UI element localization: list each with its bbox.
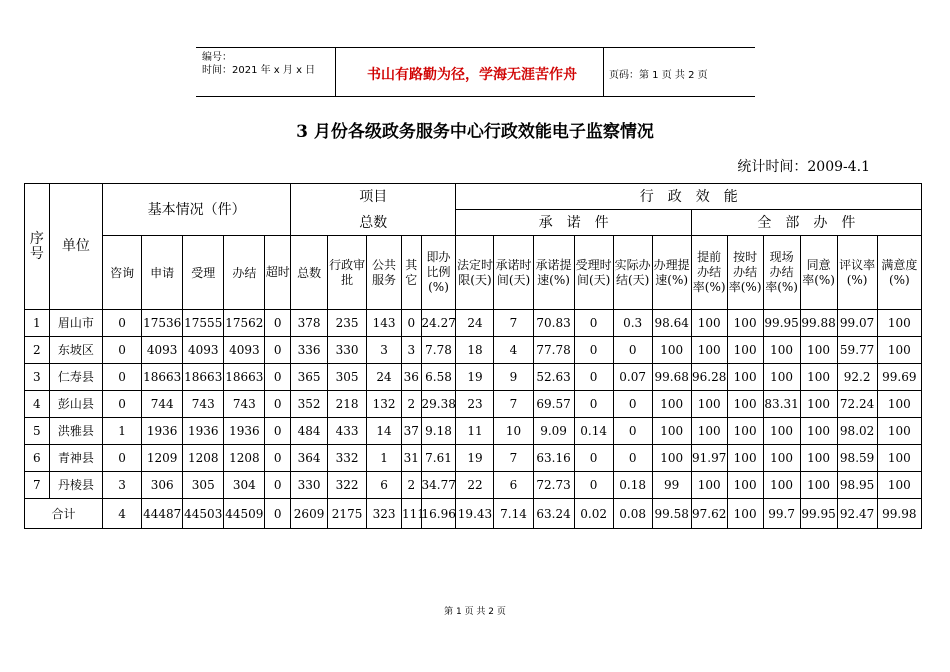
table-cell: 4 xyxy=(103,499,142,529)
table-cell: 17562 xyxy=(224,310,265,337)
table-cell: 83.31 xyxy=(763,391,800,418)
table-cell: 0 xyxy=(265,418,291,445)
table-cell: 143 xyxy=(367,310,402,337)
header-early-rate: 提前办结率(%) xyxy=(691,236,727,310)
header-unit: 单位 xyxy=(49,184,102,310)
table-cell: 100 xyxy=(727,364,763,391)
table-cell: 37 xyxy=(402,418,422,445)
table-cell: 323 xyxy=(367,499,402,529)
header-divider xyxy=(335,48,336,96)
table-cell: 44509 xyxy=(224,499,265,529)
table-cell: 100 xyxy=(877,391,921,418)
table-cell: 365 xyxy=(291,364,328,391)
table-cell: 7.61 xyxy=(421,445,456,472)
table-cell: 0 xyxy=(103,445,142,472)
header-promise-speed: 承诺提速(%) xyxy=(533,236,574,310)
table-cell: 6.58 xyxy=(421,364,456,391)
table-cell: 3 xyxy=(367,337,402,364)
table-cell: 31 xyxy=(402,445,422,472)
table-cell: 72.73 xyxy=(533,472,574,499)
row-seq: 4 xyxy=(25,391,50,418)
header-promise-time: 承诺时间(天) xyxy=(494,236,533,310)
table-cell: 0 xyxy=(574,472,613,499)
table-cell: 99.7 xyxy=(763,499,800,529)
header-admin: 行政审批 xyxy=(328,236,367,310)
table-cell: 98.64 xyxy=(652,310,691,337)
efficiency-table xyxy=(24,183,922,529)
table-cell: 19 xyxy=(456,445,494,472)
table-cell: 7.14 xyxy=(494,499,533,529)
total-row xyxy=(25,499,922,529)
table-cell: 11 xyxy=(456,418,494,445)
number-label: 编号： xyxy=(202,52,232,63)
table-cell: 97.62 xyxy=(691,499,727,529)
table-cell: 0 xyxy=(574,337,613,364)
header-efficiency: 行 政 效 能 xyxy=(456,184,922,210)
table-cell: 0 xyxy=(613,391,652,418)
table-cell: 2609 xyxy=(291,499,328,529)
table-cell: 100 xyxy=(877,445,921,472)
table-cell: 72.24 xyxy=(837,391,877,418)
table-cell: 306 xyxy=(142,472,183,499)
table-cell: 0 xyxy=(402,310,422,337)
row-unit: 东坡区 xyxy=(49,337,102,364)
header-finish: 办结 xyxy=(224,236,265,310)
table-cell: 100 xyxy=(800,418,837,445)
header-all: 全 部 办 件 xyxy=(691,210,921,236)
table-cell: 19 xyxy=(456,364,494,391)
table-cell: 100 xyxy=(727,418,763,445)
page-title: 3 月份各级政务服务中心行政效能电子监察情况 xyxy=(296,122,654,142)
table-cell: 99.07 xyxy=(837,310,877,337)
table-cell: 99.95 xyxy=(800,499,837,529)
table-cell: 63.16 xyxy=(533,445,574,472)
table-cell: 352 xyxy=(291,391,328,418)
table-cell: 100 xyxy=(652,391,691,418)
table-cell: 99.95 xyxy=(763,310,800,337)
header-review-rate: 评议率(%) xyxy=(837,236,877,310)
table-cell: 6 xyxy=(494,472,533,499)
table-cell: 99.88 xyxy=(800,310,837,337)
table-cell: 378 xyxy=(291,310,328,337)
table-cell: 235 xyxy=(328,310,367,337)
table-cell: 322 xyxy=(328,472,367,499)
table-cell: 4093 xyxy=(224,337,265,364)
header-other: 其它 xyxy=(402,236,422,310)
table-cell: 99.68 xyxy=(652,364,691,391)
table-cell: 0.18 xyxy=(613,472,652,499)
table-cell: 100 xyxy=(763,418,800,445)
row-unit: 丹棱县 xyxy=(49,472,102,499)
table-cell: 0 xyxy=(613,418,652,445)
row-seq: 7 xyxy=(25,472,50,499)
table-cell: 91.97 xyxy=(691,445,727,472)
table-cell: 0 xyxy=(265,499,291,529)
row-unit: 青神县 xyxy=(49,445,102,472)
header-basic: 基本情况（件） xyxy=(103,184,291,236)
table-cell: 18663 xyxy=(224,364,265,391)
table-cell: 100 xyxy=(763,364,800,391)
table-cell: 9.18 xyxy=(421,418,456,445)
table-cell: 743 xyxy=(183,391,224,418)
table-cell: 1208 xyxy=(224,445,265,472)
table-cell: 0 xyxy=(613,445,652,472)
table-cell: 100 xyxy=(800,445,837,472)
table-cell: 304 xyxy=(224,472,265,499)
table-cell: 17536 xyxy=(142,310,183,337)
table-cell: 132 xyxy=(367,391,402,418)
table-cell: 92.2 xyxy=(837,364,877,391)
table-cell: 9 xyxy=(494,364,533,391)
header-divider xyxy=(603,48,604,96)
table-row xyxy=(25,310,922,337)
table-cell: 100 xyxy=(877,472,921,499)
row-unit: 洪雅县 xyxy=(49,418,102,445)
table-cell: 100 xyxy=(727,391,763,418)
table-cell: 23 xyxy=(456,391,494,418)
header-project-top: 项目 xyxy=(359,188,388,205)
table-cell: 77.78 xyxy=(533,337,574,364)
row-unit: 彭山县 xyxy=(49,391,102,418)
header-meta xyxy=(202,51,315,77)
table-cell: 100 xyxy=(652,445,691,472)
table-cell: 3 xyxy=(103,472,142,499)
table-cell: 1209 xyxy=(142,445,183,472)
table-cell: 100 xyxy=(877,337,921,364)
table-cell: 99.69 xyxy=(877,364,921,391)
table-cell: 19.43 xyxy=(456,499,494,529)
table-cell: 484 xyxy=(291,418,328,445)
table-cell: 100 xyxy=(652,418,691,445)
table-cell: 1936 xyxy=(224,418,265,445)
table-cell: 100 xyxy=(877,310,921,337)
table-cell: 0.07 xyxy=(613,364,652,391)
table-cell: 100 xyxy=(763,472,800,499)
total-label: 合计 xyxy=(25,499,103,529)
table-cell: 743 xyxy=(224,391,265,418)
stat-time: 统计时间：2009-4.1 xyxy=(737,159,870,175)
table-cell: 4093 xyxy=(183,337,224,364)
table-cell: 305 xyxy=(328,364,367,391)
table-cell: 18 xyxy=(456,337,494,364)
table-cell: 4 xyxy=(494,337,533,364)
row-unit: 仁寿县 xyxy=(49,364,102,391)
header-speedup: 办理提速(%) xyxy=(652,236,691,310)
table-cell: 44487 xyxy=(142,499,183,529)
table-cell: 0 xyxy=(265,310,291,337)
header-legal-limit: 法定时限(天) xyxy=(456,236,494,310)
header-overtime: 超时 xyxy=(265,236,291,310)
header-total: 总数 xyxy=(291,236,328,310)
table-cell: 100 xyxy=(800,364,837,391)
table-cell: 17555 xyxy=(183,310,224,337)
header-public: 公共服务 xyxy=(367,236,402,310)
table-cell: 63.24 xyxy=(533,499,574,529)
header-actual-time: 实际办结(天) xyxy=(613,236,652,310)
table-cell: 100 xyxy=(727,472,763,499)
table-cell: 100 xyxy=(800,391,837,418)
table-cell: 2175 xyxy=(328,499,367,529)
table-cell: 100 xyxy=(727,445,763,472)
table-cell: 7 xyxy=(494,445,533,472)
table-cell: 330 xyxy=(291,472,328,499)
table-cell: 1936 xyxy=(183,418,224,445)
table-cell: 98.02 xyxy=(837,418,877,445)
table-cell: 9.09 xyxy=(533,418,574,445)
row-seq: 1 xyxy=(25,310,50,337)
table-cell: 3 xyxy=(402,337,422,364)
table-cell: 1936 xyxy=(142,418,183,445)
table-cell: 0 xyxy=(265,445,291,472)
table-cell: 96.28 xyxy=(691,364,727,391)
table-cell: 0 xyxy=(613,337,652,364)
header-consult: 咨询 xyxy=(103,236,142,310)
table-cell: 69.57 xyxy=(533,391,574,418)
table-cell: 744 xyxy=(142,391,183,418)
table-cell: 0.14 xyxy=(574,418,613,445)
table-row xyxy=(25,337,922,364)
table-cell: 2 xyxy=(402,391,422,418)
row-seq: 6 xyxy=(25,445,50,472)
table-cell: 99.98 xyxy=(877,499,921,529)
table-cell: 0 xyxy=(103,391,142,418)
table-cell: 4093 xyxy=(142,337,183,364)
row-seq: 5 xyxy=(25,418,50,445)
table-cell: 52.63 xyxy=(533,364,574,391)
table-row xyxy=(25,391,922,418)
header-page-label: 页码：第 1 页 共 2 页 xyxy=(609,70,708,81)
header-motto: 书山有路勤为径，学海无涯苦作舟 xyxy=(367,67,577,83)
table-cell: 7.78 xyxy=(421,337,456,364)
table-cell: 0 xyxy=(103,364,142,391)
table-cell: 100 xyxy=(727,499,763,529)
table-cell: 0 xyxy=(103,337,142,364)
header-apply: 申请 xyxy=(142,236,183,310)
table-cell: 18663 xyxy=(183,364,224,391)
table-cell: 100 xyxy=(763,337,800,364)
table-cell: 0.08 xyxy=(613,499,652,529)
table-cell: 92.47 xyxy=(837,499,877,529)
table-cell: 100 xyxy=(727,310,763,337)
table-cell: 70.83 xyxy=(533,310,574,337)
header-accept: 受理 xyxy=(183,236,224,310)
header-project-total: 总数 xyxy=(359,214,388,231)
table-cell: 0 xyxy=(574,364,613,391)
header-ontime-rate: 按时办结率(%) xyxy=(727,236,763,310)
table-cell: 1 xyxy=(367,445,402,472)
table-cell: 0 xyxy=(574,445,613,472)
table-cell: 22 xyxy=(456,472,494,499)
table-cell: 0 xyxy=(265,337,291,364)
table-cell: 6 xyxy=(367,472,402,499)
header-promise: 承 诺 件 xyxy=(456,210,691,236)
table-cell: 364 xyxy=(291,445,328,472)
table-row xyxy=(25,445,922,472)
table-cell: 0 xyxy=(265,364,291,391)
table-cell: 111 xyxy=(402,499,422,529)
table-cell: 7 xyxy=(494,391,533,418)
table-cell: 100 xyxy=(652,337,691,364)
table-cell: 1208 xyxy=(183,445,224,472)
table-cell: 100 xyxy=(691,337,727,364)
table-cell: 100 xyxy=(727,337,763,364)
table-cell: 0 xyxy=(103,310,142,337)
table-cell: 332 xyxy=(328,445,367,472)
table-cell: 24 xyxy=(367,364,402,391)
table-cell: 14 xyxy=(367,418,402,445)
table-cell: 305 xyxy=(183,472,224,499)
header-accept-time: 受理时间(天) xyxy=(574,236,613,310)
table-cell: 1 xyxy=(103,418,142,445)
table-cell: 330 xyxy=(328,337,367,364)
table-cell: 34.77 xyxy=(421,472,456,499)
table-cell: 44503 xyxy=(183,499,224,529)
time-label: 时间：2021 年 x 月 x 日 xyxy=(202,65,316,76)
table-cell: 433 xyxy=(328,418,367,445)
table-row xyxy=(25,364,922,391)
table-cell: 24 xyxy=(456,310,494,337)
table-cell: 218 xyxy=(328,391,367,418)
table-cell: 100 xyxy=(691,472,727,499)
table-cell: 0 xyxy=(574,310,613,337)
table-cell: 24.27 xyxy=(421,310,456,337)
header-agree-rate: 同意率(%) xyxy=(800,236,837,310)
table-cell: 0 xyxy=(574,391,613,418)
table-cell: 100 xyxy=(800,472,837,499)
table-cell: 0.3 xyxy=(613,310,652,337)
row-unit: 眉山市 xyxy=(49,310,102,337)
table-cell: 18663 xyxy=(142,364,183,391)
table-cell: 99.58 xyxy=(652,499,691,529)
table-cell: 0 xyxy=(265,472,291,499)
table-cell: 100 xyxy=(691,310,727,337)
table-cell: 98.95 xyxy=(837,472,877,499)
table-row xyxy=(25,472,922,499)
table-cell: 0 xyxy=(265,391,291,418)
table-cell: 100 xyxy=(800,337,837,364)
header-satisfaction: 满意度(%) xyxy=(877,236,921,310)
header-project xyxy=(291,184,456,236)
table-cell: 100 xyxy=(691,418,727,445)
document-header xyxy=(196,47,755,97)
table-row xyxy=(25,418,922,445)
row-seq: 3 xyxy=(25,364,50,391)
header-instant: 即办比例(%) xyxy=(421,236,456,310)
table-cell: 10 xyxy=(494,418,533,445)
table-cell: 98.59 xyxy=(837,445,877,472)
table-body xyxy=(25,310,922,529)
table-cell: 2 xyxy=(402,472,422,499)
table-cell: 336 xyxy=(291,337,328,364)
table-cell: 100 xyxy=(877,418,921,445)
table-cell: 16.96 xyxy=(421,499,456,529)
table-cell: 29.38 xyxy=(421,391,456,418)
header-onsite-rate: 现场办结率(%) xyxy=(763,236,800,310)
header-seq: 序号 xyxy=(25,184,50,310)
page-footer: 第 1 页 共 2 页 xyxy=(444,607,506,617)
table-cell: 36 xyxy=(402,364,422,391)
table-cell: 100 xyxy=(763,445,800,472)
table-cell: 0.02 xyxy=(574,499,613,529)
table-cell: 100 xyxy=(691,391,727,418)
table-cell: 59.77 xyxy=(837,337,877,364)
row-seq: 2 xyxy=(25,337,50,364)
table-cell: 7 xyxy=(494,310,533,337)
table-cell: 99 xyxy=(652,472,691,499)
